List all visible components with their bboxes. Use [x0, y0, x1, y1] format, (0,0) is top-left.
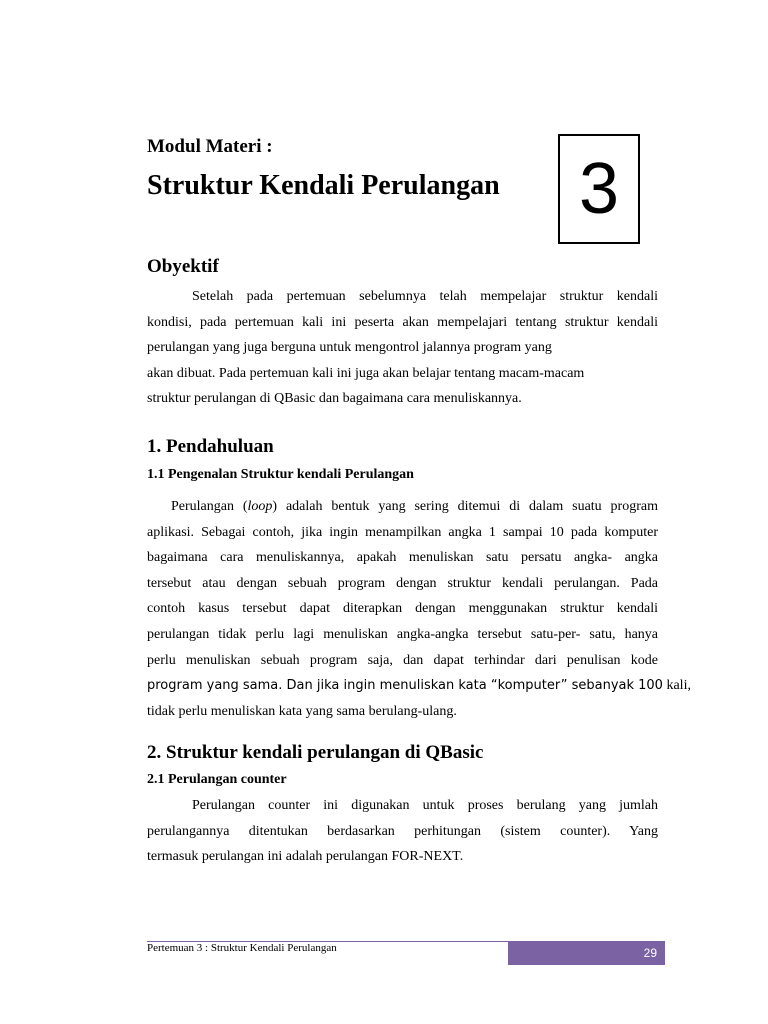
serif-snippet: kali,	[662, 678, 691, 694]
objective-line: Setelah pada pertemuan sebelumnya telah mempelajar struktur kendali	[192, 289, 658, 304]
section-1-line: contoh kasus tersebut dapat diterapkan dengan menggunakan struktur kendali	[147, 601, 658, 617]
page-title: Struktur Kendali Perulangan	[147, 170, 500, 201]
sans-snippet: program yang sama. Dan jika ingin menuliskan kata “komputer” sebanyak 100	[147, 678, 663, 694]
page-number-box	[508, 941, 665, 965]
section-1-line	[147, 673, 691, 699]
section-1-paragraph	[147, 494, 691, 724]
footer-text: Pertemuan 3 : Struktur Kendali Perulangan	[147, 942, 337, 954]
objective-heading: Obyektif	[147, 256, 219, 277]
objective-line: struktur perulangan di QBasic dan bagaimana cara menuliskannya.	[147, 391, 522, 407]
section-1-1-heading: 1.1 Pengenalan Struktur kendali Perulangan	[147, 467, 414, 482]
section-2-paragraph	[147, 793, 658, 870]
section-2-heading: 2. Struktur kendali perulangan di QBasic	[147, 742, 484, 763]
section-1-line: perlu menuliskan sebuah program saja, dan dapat terhindar dari penulisan kode	[147, 652, 658, 668]
loop-text-before: Perulangan (	[171, 499, 248, 514]
module-label: Modul Materi :	[147, 136, 273, 157]
section-2-line: perulangannya ditentukan berdasarkan perhitungan (sistem counter). Yang	[147, 823, 658, 839]
objective-line: akan dibuat. Pada pertemuan kali ini juga akan belajar tentang macam-macam	[147, 365, 585, 381]
section-2-line: termasuk perulangan ini adalah perulangan FOR-NEXT.	[147, 849, 464, 865]
section-1-line: tidak perlu menuliskan kata yang sama berulang-ulang.	[147, 703, 457, 719]
objective-line: perulangan yang juga berguna untuk mengontrol jalannya program yang	[147, 340, 552, 356]
page-number: 29	[643, 946, 657, 960]
loop-text-after: ) adalah bentuk yang sering ditemui di dalam suatu program	[272, 499, 658, 514]
section-1-line: perulangan tidak perlu lagi menuliskan angka-angka tersebut satu-per- satu, hanya	[147, 626, 658, 642]
section-1-heading: 1. Pendahuluan	[147, 436, 274, 457]
section-1-line: tersebut atau dengan sebuah program dengan struktur kendali perulangan. Pada	[147, 575, 658, 591]
section-2-line: Perulangan counter ini digunakan untuk proses berulang yang jumlah	[192, 798, 658, 813]
section-1-line: bagaimana cara menuliskannya, apakah menuliskan satu persatu angka- angka	[147, 550, 658, 566]
loop-term: loop	[247, 499, 273, 514]
section-1-line: aplikasi. Sebagai contoh, jika ingin menampilkan angka 1 sampai 10 pada komputer	[147, 524, 658, 540]
chapter-number: 3	[578, 149, 620, 229]
section-1-line	[147, 494, 658, 520]
objective-line: kondisi, pada pertemuan kali ini peserta akan mempelajari tentang struktur kendali	[147, 314, 658, 330]
objective-paragraph	[147, 284, 658, 412]
chapter-number-box	[558, 134, 640, 244]
section-2-1-heading: 2.1 Perulangan counter	[147, 772, 287, 787]
